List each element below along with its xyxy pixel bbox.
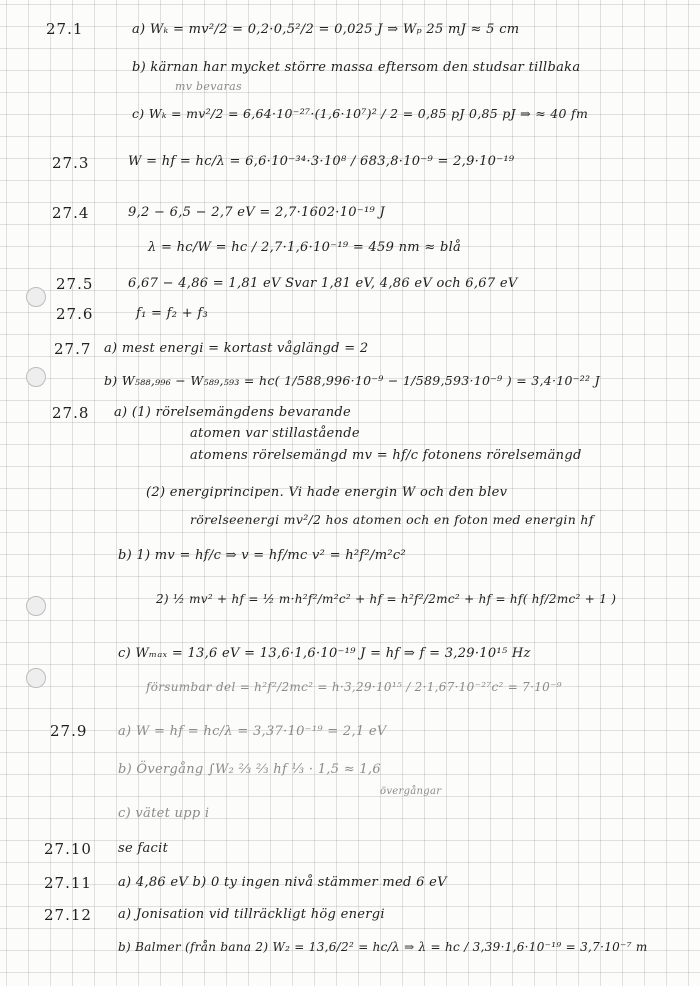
punch-hole	[26, 596, 46, 616]
problem-text: c) vätet upp i	[118, 806, 210, 821]
problem-number: 27.6	[56, 305, 94, 323]
problem-text: f₁ = f₂ + f₃	[136, 306, 208, 321]
punch-hole	[26, 367, 46, 387]
problem-text: se facit	[118, 841, 169, 856]
problem-number: 27.3	[52, 154, 90, 172]
problem-text: a) Jonisation vid tillräckligt hög energi	[118, 907, 385, 922]
problem-text: b) Balmer (från bana 2) W₂ = 13,6/2² = hc/λ ⇒ λ = hc / 3,39·1,6·10⁻¹⁹ = 3,7·10⁻⁷ m	[118, 940, 648, 954]
problem-text: b) kärnan har mycket större massa eftersom den studsar tillbaka	[132, 60, 581, 75]
problem-text: b) Övergång ∫W₂ ⅔ ⅔ hf ⅓ · 1,5 ≈ 1,6	[118, 762, 381, 777]
problem-text: c) Wₘₐₓ = 13,6 eV = 13,6·1,6·10⁻¹⁹ J = hf ⇒ f = 3,29·10¹⁵ Hz	[118, 646, 531, 661]
problem-number: 27.10	[44, 840, 92, 858]
problem-text: a) W = hf = hc/λ = 3,37·10⁻¹⁹ = 2,1 eV	[118, 724, 387, 739]
problem-text: a) mest energi = kortast våglängd = 2	[104, 341, 369, 356]
problem-number: 27.4	[52, 204, 90, 222]
problem-text: W = hf = hc/λ = 6,6·10⁻³⁴·3·10⁸ / 683,8·10⁻⁹ = 2,9·10⁻¹⁹	[128, 154, 515, 169]
problem-text: a) 4,86 eV b) 0 ty ingen nivå stämmer med 6 eV	[118, 875, 447, 890]
problem-number: 27.7	[54, 340, 92, 358]
problem-text: mv bevaras	[175, 80, 242, 93]
problem-number: 27.11	[44, 874, 92, 892]
problem-number: 27.12	[44, 906, 92, 924]
problem-text: a) Wₖ = mv²/2 = 0,2·0,5²/2 = 0,025 J ⇒ Wₚ 25 mJ ≈ 5 cm	[132, 22, 520, 37]
problem-number: 27.5	[56, 275, 94, 293]
problem-text: 2) ½ mv² + hf = ½ m·h²f²/m²c² + hf = h²f²/2mc² + hf = hf( hf/2mc² + 1 )	[156, 592, 617, 606]
problem-number: 27.8	[52, 404, 90, 422]
punch-hole	[26, 287, 46, 307]
problem-text: rörelseenergi mv²/2 hos atomen och en foton med energin hf	[190, 512, 594, 527]
problem-text: c) Wₖ = mv²/2 = 6,64·10⁻²⁷·(1,6·10⁷)² / 2 = 0,85 pJ 0,85 pJ ⇒ ≈ 40 fm	[132, 106, 589, 121]
problem-text: b) W₅₈₈,₉₉₆ − W₅₈₉,₅₉₃ = hc( 1/588,996·10⁻⁹ − 1/589,593·10⁻⁹ ) = 3,4·10⁻²² J	[104, 373, 600, 388]
punch-hole	[26, 668, 46, 688]
problem-text: a) (1) rörelsemängdens bevarande	[114, 405, 351, 420]
problem-number: 27.9	[50, 722, 88, 740]
problem-text: (2) energiprincipen. Vi hade energin W och den blev	[146, 485, 508, 500]
problem-text: atomen var stillastående	[190, 426, 360, 441]
problem-text: övergångar	[380, 786, 442, 797]
problem-text: λ = hc/W = hc / 2,7·1,6·10⁻¹⁹ = 459 nm ≈ blå	[148, 240, 462, 255]
problem-text: atomens rörelsemängd mv = hf/c fotonens rörelsemängd	[190, 448, 582, 463]
problem-number: 27.1	[46, 20, 84, 38]
problem-text: försumbar del = h²f²/2mc² = h·3,29·10¹⁵ / 2·1,67·10⁻²⁷c² = 7·10⁻⁹	[146, 680, 562, 694]
problem-text: 6,67 − 4,86 = 1,81 eV Svar 1,81 eV, 4,86 eV och 6,67 eV	[128, 276, 518, 291]
problem-text: 9,2 − 6,5 − 2,7 eV = 2,7·1602·10⁻¹⁹ J	[128, 205, 386, 220]
problem-text: b) 1) mv = hf/c ⇒ v = hf/mc v² = h²f²/m²c²	[118, 548, 406, 563]
